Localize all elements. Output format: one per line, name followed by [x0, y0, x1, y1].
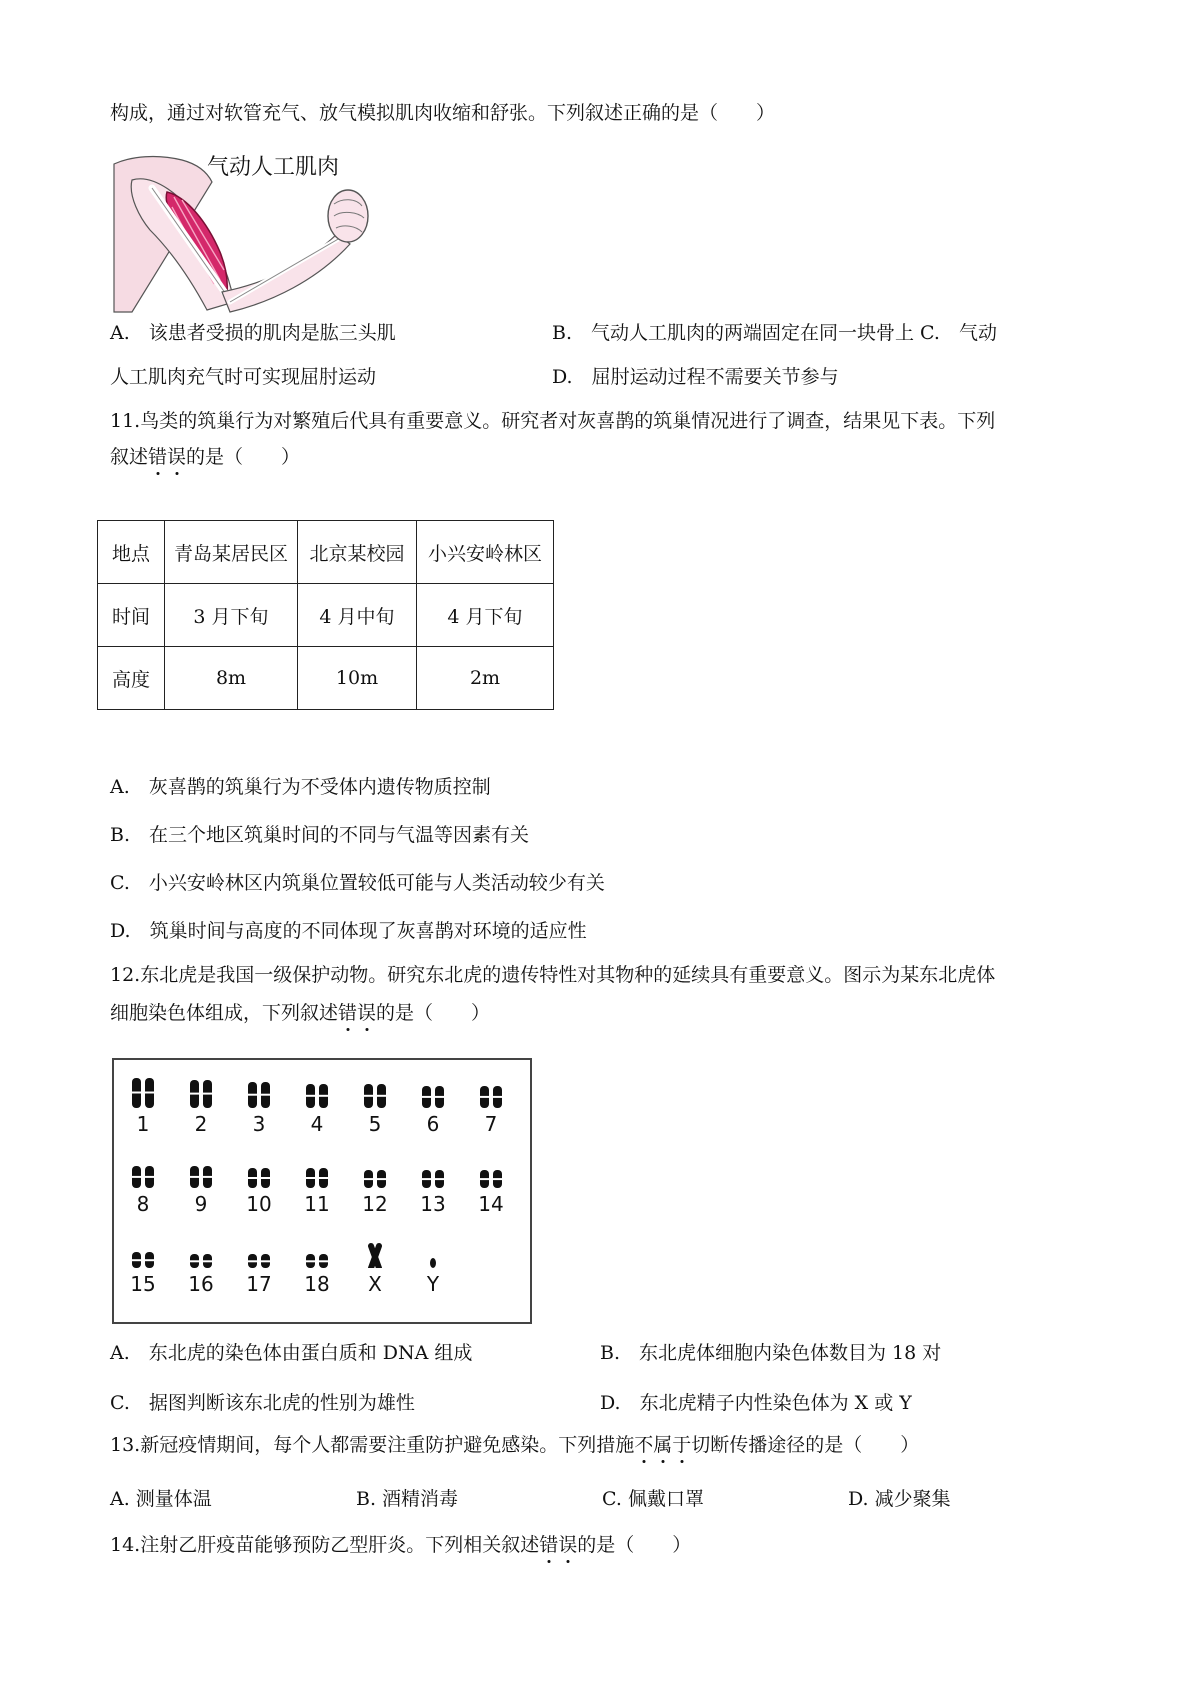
- emphasis-char: 误: [558, 1534, 578, 1556]
- emphasis-char: 于: [672, 1434, 692, 1456]
- chromosome-pair-shape: [410, 1238, 456, 1268]
- table-row: [98, 584, 554, 647]
- table-cell: 8m: [165, 647, 298, 710]
- chromosome-label: 5: [368, 1112, 382, 1136]
- chromosome-pair-shape: [294, 1238, 340, 1268]
- emphasis-char: 误: [167, 446, 187, 468]
- chromosome-pair-shape: [120, 1078, 166, 1108]
- chromosome-label: 15: [130, 1272, 156, 1296]
- chromosome-12: [352, 1158, 398, 1216]
- chromosome-pair-shape: [468, 1078, 514, 1108]
- q10-option-d[interactable]: D. 屈肘运动过程不需要关节参与: [552, 366, 839, 388]
- q10-stem: 构成，通过对软管充气、放气模拟肌肉收缩和舒张。下列叙述正确的是（ ）: [110, 102, 776, 124]
- q10-option-c-cont[interactable]: 人工肌肉充气时可实现屈肘运动: [110, 366, 377, 388]
- emphasis-char: 错: [539, 1534, 559, 1556]
- chromosome-4: [294, 1078, 340, 1136]
- chromosome-pair-shape: [178, 1158, 224, 1188]
- table-cell: 高度: [98, 647, 165, 710]
- chromosome-pair-shape: [294, 1158, 340, 1188]
- q12-stem-line1: 12.东北虎是我国一级保护动物。研究东北虎的遗传特性对其物种的延续具有重要意义。图示为某东北虎体: [110, 964, 996, 986]
- chromosome-8: [120, 1158, 166, 1216]
- emphasis-char: 不: [634, 1434, 654, 1456]
- chromosome-9: [178, 1158, 224, 1216]
- chromosome-pair-shape: [120, 1238, 166, 1268]
- emphasis-char: 错: [148, 446, 168, 468]
- nesting-table: [97, 520, 554, 710]
- chromosome-18: [294, 1238, 340, 1296]
- chromosome-11: [294, 1158, 340, 1216]
- table-cell: 地点: [98, 521, 165, 584]
- q11-option-a[interactable]: A. 灰喜鹊的筑巢行为不受体内遗传物质控制: [110, 776, 491, 798]
- table-row: [98, 647, 554, 710]
- q13-option-b[interactable]: B. 酒精消毒: [356, 1488, 459, 1510]
- chromosome-pair-shape: [294, 1078, 340, 1108]
- chromosome-5: [352, 1078, 398, 1136]
- chromosome-label: 12: [362, 1192, 388, 1216]
- q11-option-c[interactable]: C. 小兴安岭林区内筑巢位置较低可能与人类活动较少有关: [110, 872, 605, 894]
- pneumatic-muscle-figure: [112, 152, 382, 314]
- chromosome-2: [178, 1078, 224, 1136]
- table-cell: 时间: [98, 584, 165, 647]
- chromosome-label: 10: [246, 1192, 272, 1216]
- q13-option-a[interactable]: A. 测量体温: [110, 1488, 212, 1510]
- chromosome-label: 1: [136, 1112, 150, 1136]
- chromosome-label: 3: [252, 1112, 266, 1136]
- q11-option-d[interactable]: D. 筑巢时间与高度的不同体现了灰喜鹊对环境的适应性: [110, 920, 587, 942]
- table-cell: 4 月下旬: [417, 584, 554, 647]
- chromosome-label: 7: [484, 1112, 498, 1136]
- chromosome-3: [236, 1078, 282, 1136]
- emphasis-char: 误: [357, 1002, 377, 1024]
- q12-option-c[interactable]: C. 据图判断该东北虎的性别为雄性: [110, 1392, 415, 1414]
- q12-stem-line2: 细胞染色体组成，下列叙述错误的是（ ）: [110, 1002, 491, 1024]
- chromosome-x: [352, 1238, 398, 1296]
- table-cell: 10m: [298, 647, 417, 710]
- q13-option-c[interactable]: C. 佩戴口罩: [602, 1488, 704, 1510]
- chromosome-13: [410, 1158, 456, 1216]
- chromosome-label: 13: [420, 1192, 446, 1216]
- chromosome-label: 6: [426, 1112, 440, 1136]
- chromosome-pair-shape: [236, 1078, 282, 1108]
- chromosome-pair-shape: [178, 1078, 224, 1108]
- chromosome-14: [468, 1158, 514, 1216]
- q12-option-a[interactable]: A. 东北虎的染色体由蛋白质和 DNA 组成: [110, 1342, 473, 1364]
- chromosome-pair-shape: [236, 1238, 282, 1268]
- emphasis-char: 错: [338, 1002, 358, 1024]
- emphasis-char: 属: [653, 1434, 673, 1456]
- q14-stem: 14.注射乙肝疫苗能够预防乙型肝炎。下列相关叙述错误的是（ ）: [110, 1534, 692, 1556]
- chromosome-pair-shape: [410, 1158, 456, 1188]
- chromosome-pair-shape: [178, 1238, 224, 1268]
- table-cell: 青岛某居民区: [165, 521, 298, 584]
- karyotype-figure: [112, 1058, 532, 1324]
- table-cell: 2m: [417, 647, 554, 710]
- q11-option-b[interactable]: B. 在三个地区筑巢时间的不同与气温等因素有关: [110, 824, 530, 846]
- chromosome-17: [236, 1238, 282, 1296]
- chromosome-pair-shape: [352, 1158, 398, 1188]
- chromosome-pair-shape: [120, 1158, 166, 1188]
- table-cell: 3 月下旬: [165, 584, 298, 647]
- chromosome-label: 14: [478, 1192, 504, 1216]
- chromosome-pair-shape: [352, 1078, 398, 1108]
- chromosome-label: 2: [194, 1112, 208, 1136]
- chromosome-10: [236, 1158, 282, 1216]
- chromosome-pair-shape: [410, 1078, 456, 1108]
- chromosome-label: 16: [188, 1272, 214, 1296]
- chromosome-7: [468, 1078, 514, 1136]
- table-row: [98, 521, 554, 584]
- table-cell: 4 月中旬: [298, 584, 417, 647]
- chromosome-label: 4: [310, 1112, 324, 1136]
- q13-stem: 13.新冠疫情期间，每个人都需要注重防护避免感染。下列措施不属于切断传播途径的是（ ）: [110, 1434, 920, 1456]
- table-cell: 小兴安岭林区: [417, 521, 554, 584]
- chromosome-label: 8: [136, 1192, 150, 1216]
- chromosome-label: Y: [426, 1272, 440, 1296]
- table-cell: 北京某校园: [298, 521, 417, 584]
- chromosome-pair-shape: [236, 1158, 282, 1188]
- chromosome-pair-shape: [468, 1158, 514, 1188]
- figure-label: 气动人工肌肉: [207, 155, 340, 180]
- chromosome-16: [178, 1238, 224, 1296]
- q10-option-b-c[interactable]: B. 气动人工肌肉的两端固定在同一块骨上 C. 气动: [552, 322, 997, 344]
- chromosome-label: X: [368, 1272, 382, 1296]
- q12-option-d[interactable]: D. 东北虎精子内性染色体为 X 或 Y: [600, 1392, 912, 1414]
- chromosome-15: [120, 1238, 166, 1296]
- chromosome-6: [410, 1078, 456, 1136]
- q12-option-b[interactable]: B. 东北虎体细胞内染色体数目为 18 对: [600, 1342, 942, 1364]
- chromosome-label: 11: [304, 1192, 330, 1216]
- chromosome-label: 9: [194, 1192, 208, 1216]
- q13-option-d[interactable]: D. 减少聚集: [848, 1488, 951, 1510]
- q11-stem-line1: 11.鸟类的筑巢行为对繁殖后代具有重要意义。研究者对灰喜鹊的筑巢情况进行了调查，结果见下表。下列: [110, 410, 996, 432]
- chromosome-pair-shape: [352, 1238, 398, 1268]
- chromosome-label: 18: [304, 1272, 330, 1296]
- q11-stem-line2: 叙述错误的是（ ）: [110, 446, 301, 468]
- chromosome-label: 17: [246, 1272, 272, 1296]
- chromosome-y: [410, 1238, 456, 1296]
- chromosome-1: [120, 1078, 166, 1136]
- q10-option-a[interactable]: A. 该患者受损的肌肉是肱三头肌: [110, 322, 396, 344]
